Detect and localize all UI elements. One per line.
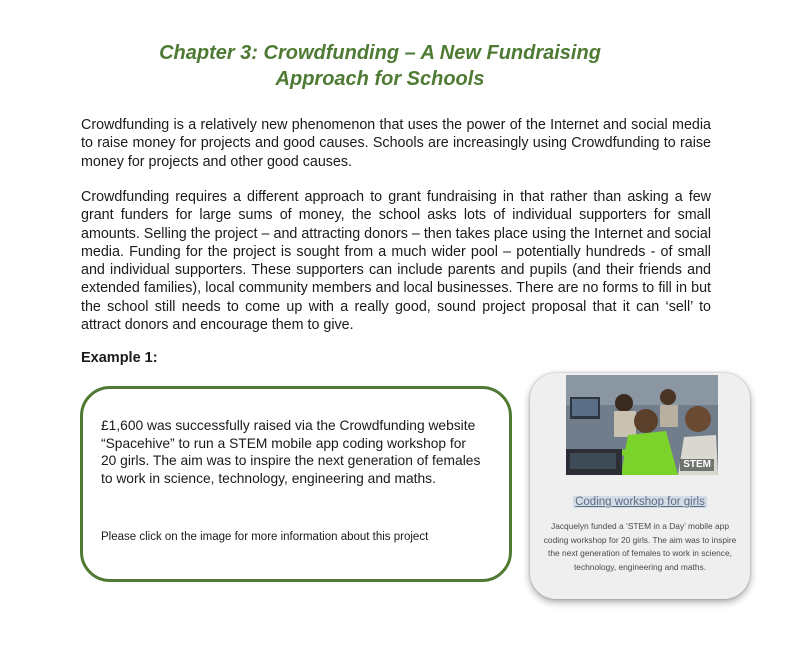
chapter-title-line-2: Approach for Schools — [275, 68, 485, 90]
example-click-note: Please click on the image for more information about this project — [101, 531, 429, 543]
example-description: £1,600 was successfully raised via the Crowdfunding website “Spacehive” to run a STEM mobile app coding workshop for 20 girls. The aim was to inspire the next generation of females to work in science, technology, engineering and maths. — [101, 418, 481, 486]
approach-paragraph: Crowdfunding requires a different approach to grant fundraising in that rather than asking a few grant funders for large sums of money, the school asks lots of individual supporters for small amounts. Selling the project – and attracting donors – then takes place using the Internet and social media. Funding for the project is sought from a much wider pool – potentially hundreds - of small and individual supporters. These supporters can include parents and pupils (and their friends and extended families), local community members and local businesses. There are no forms to fill in but the school still needs to come up with a really good, sound project proposal that it can ‘sell’ to attract donors and encourage them to give. — [81, 189, 711, 334]
project-card[interactable] — [530, 373, 750, 599]
project-description: Jacquelyn funded a ‘STEM in a Day’ mobile app coding workshop for 20 girls. The aim was to inspire the next generation of females to work in science, technology, engineering and maths. — [543, 521, 737, 572]
stem-badge: STEM — [680, 459, 714, 471]
chapter-title-line-1: Chapter 3: Crowdfunding – A New Fundraising — [159, 42, 601, 64]
coding-workshop-link[interactable]: Coding workshop for girls — [575, 496, 705, 508]
chapter-title — [100, 40, 660, 92]
intro-paragraph: Crowdfunding is a relatively new phenomenon that uses the power of the Internet and social media to raise money for projects and good causes. Schools are increasingly using Crowdfunding to raise money for projects and other good causes. — [81, 117, 711, 170]
example-heading: Example 1: — [81, 350, 158, 366]
project-link-wrapper — [530, 492, 750, 510]
workshop-photo[interactable] — [566, 375, 718, 475]
